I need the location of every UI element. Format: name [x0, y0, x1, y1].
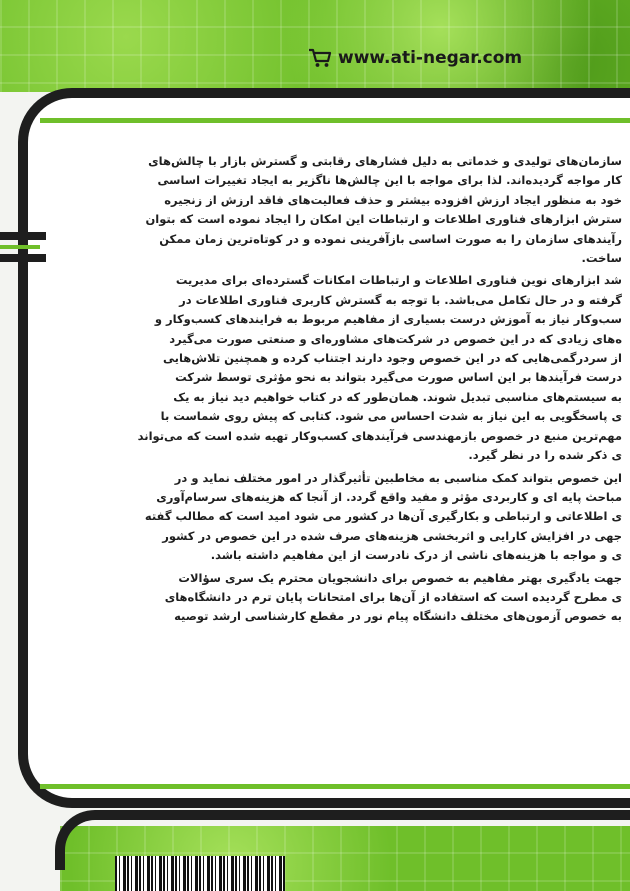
description-text [62, 152, 622, 627]
accent-line-bottom [40, 784, 630, 789]
left-accent-line [0, 245, 40, 249]
paragraph: شد ابزارهای نوین فناوری اطلاعات و ارتباطات امکانات گسترده‌ای برای مدیریت گرفته و در حال تکامل می‌باشد. با توجه به گسترش کاربری فناوری اطلاعات در سب‌وکار نیاز به آموزش درست بسیاری از مفاهیم مربوط به فرایندهای کسب‌وکار و ه‌های زیادی که در این خصوص در شرکت‌های مشاوره‌ای و صنعتی صورت می‌گیرد از سردرگمی‌هایی که در این خصوص وجود دارند اجتناب کرده و همچنین تلاش‌هایی درست فرآیندها بر این اساس صورت می‌گیرد بتواند به نحو مؤثری توسط شرکت به سیستم‌های مناسبی تبدیل شوند. همان‌طور که در کتاب خواهیم دید نیاز به یک ی پاسخگویی به این نیاز به شدت احساس می شود. کتابی که پیش روی شماست با مهم‌ترین منبع در خصوص بازمهندسی فرآیندهای کسب‌وکار تهیه شده است که می‌تواند ی ذکر شده را در نظر گیرد. [137, 273, 622, 463]
website-address[interactable] [308, 48, 522, 68]
paragraph: این خصوص بتواند کمک مناسبی به مخاطبین تأثیرگذار در امور مختلف نماید و در مباحث پایه ای و کاربردی مؤثر و مفید واقع گردد. از آنجا که هزینه‌های سرسام‌آوری ی اطلاعاتی و ارتباطی و بکارگیری آن‌ها در کشور می شود امید است که مطالب گفته جهی در افزایش کارایی و اثربخشی هزینه‌های صرف شده در این خصوص در کشور ی و مواجه با هزینه‌های ناشی از درک نادرست از این مفاهیم داشته باشد. [144, 470, 622, 563]
barcode [115, 856, 285, 891]
accent-line-top [40, 118, 630, 123]
paragraph: سازمان‌های تولیدی و خدماتی به دلیل فشارهای رقابتی و گسترش بازار با چالش‌های کار مواجه گردیده‌اند. لذا برای مواجه با این چالش‌ها ناگزیر به ایجاد تغییرات اساسی خود به منظور ایجاد ارزش افزوده بیشتر و حذف فعالیت‌های فاقد ارزش از زنجیره سترش ابزارهای فناوری اطلاعات و ارتباطات این امکان را ایجاد نموده است که بتوان رآیندهای سازمان را به صورت اساسی بازآفرینی نموده و در کوتاه‌ترین زمان ممکن ساخت. [145, 154, 622, 266]
website-url: www.ati-negar.com [338, 48, 523, 68]
shopping-cart-icon [308, 48, 332, 68]
paragraph: جهت یادگیری بهتر مفاهیم به خصوص برای دانشجویان محترم یک سری سؤالات ی مطرح گردیده است که استفاده از آن‌ها برای امتحانات پایان ترم در دانشگاه‌های به خصوص آزمون‌های مختلف دانشگاه پیام نور در مقطع کارشناسی ارشد توصیه [164, 570, 622, 624]
top-green-banner [0, 0, 630, 92]
